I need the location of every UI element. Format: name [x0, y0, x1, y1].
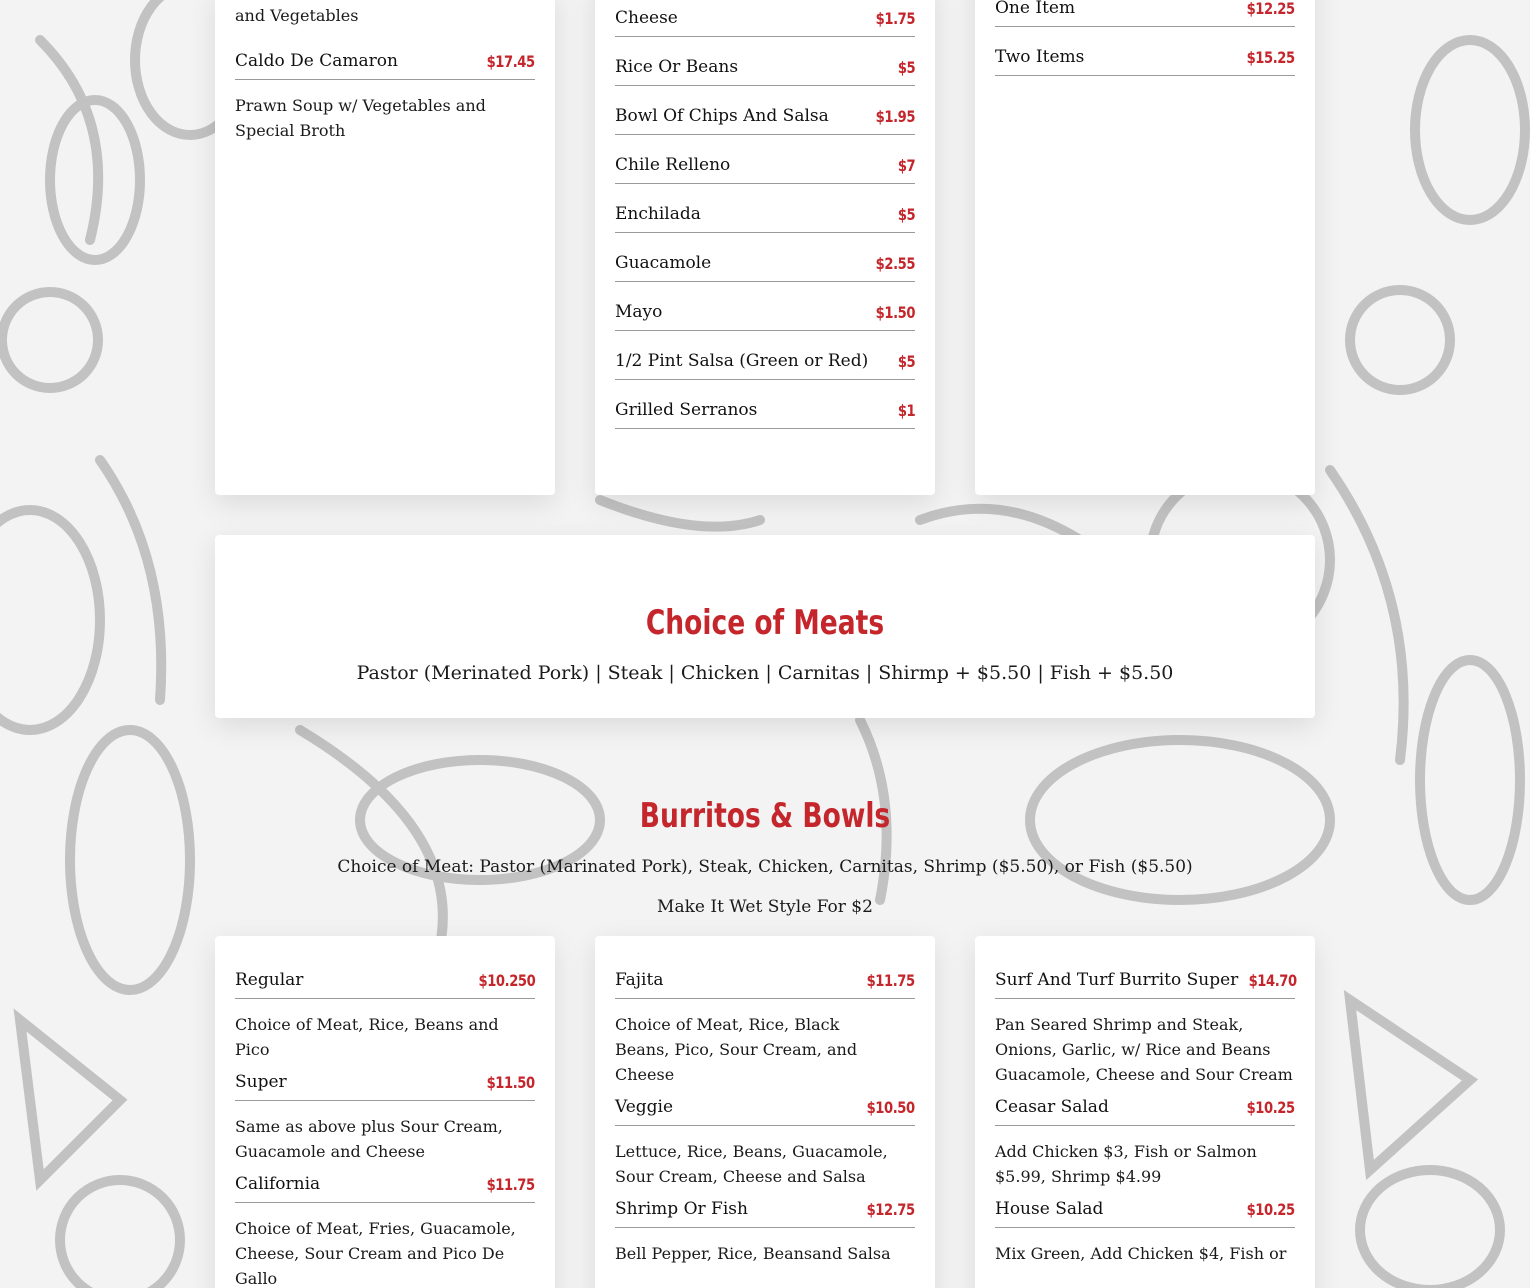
item-name: 1/2 Pint Salsa (Green or Red): [615, 351, 869, 371]
menu-item-row: [615, 86, 915, 135]
menu-card-soups: [215, 0, 555, 495]
item-description: Bell Pepper, Rice, Beansand Salsa: [615, 1244, 891, 1263]
item-price: $10.250: [478, 971, 535, 990]
item-price: $10.50: [866, 1098, 915, 1117]
choice-of-meats-card: [215, 535, 1315, 718]
item-description: Lettuce, Rice, Beans, Guacamole, Sour Cream, Cheese and Salsa: [615, 1142, 888, 1186]
menu-card-combos: [975, 0, 1315, 495]
menu-item-row: [235, 28, 535, 80]
item-name: Shrimp Or Fish: [615, 1199, 748, 1219]
item-name: Rice Or Beans: [615, 57, 739, 77]
item-name: Caldo De Camaron: [235, 51, 398, 71]
menu-item-row: [995, 1087, 1295, 1126]
item-name: California: [235, 1174, 321, 1194]
menu-item-row: [615, 37, 915, 86]
item-price: $2.55: [875, 254, 915, 273]
item-price: $5: [897, 58, 915, 77]
burritos-section-title: Burritos & Bowls: [639, 796, 891, 836]
burritos-note: Make It Wet Style For $2: [657, 897, 873, 917]
item-price: $11.75: [486, 1175, 535, 1194]
item-description: Choice of Meat, Fries, Guacamole, Cheese, Sour Cream and Pico De Gallo: [235, 1219, 516, 1288]
item-name: Grilled Serranos: [615, 400, 758, 420]
item-name: Bowl Of Chips And Salsa: [615, 106, 829, 126]
item-price: $10.25: [1246, 1200, 1295, 1219]
item-price: $12.75: [866, 1200, 915, 1219]
item-price: $7: [897, 156, 915, 175]
menu-card-burritos-1: [215, 936, 555, 1288]
menu-item-row: [615, 282, 915, 331]
item-description: Add Chicken $3, Fish or Salmon $5.99, Shrimp $4.99: [995, 1142, 1257, 1186]
meats-list: Pastor (Merinated Pork) | Steak | Chicken | Carnitas | Shirmp + $5.50 | Fish + $5.50: [356, 662, 1174, 684]
burritos-subtitle: Choice of Meat: Pastor (Marinated Pork), Steak, Chicken, Carnitas, Shrimp ($5.50), or Fish ($5.50): [337, 857, 1193, 877]
menu-item-row: [615, 0, 915, 37]
menu-item-row: [235, 1062, 535, 1101]
sides-list: [615, 0, 915, 429]
item-name: Chile Relleno: [615, 155, 731, 175]
item-price: $5: [897, 352, 915, 371]
item-description: Same as above plus Sour Cream, Guacamole and Cheese: [235, 1117, 503, 1161]
item-name: One Item: [995, 0, 1076, 18]
item-name: Fajita: [615, 970, 664, 990]
menu-item-row: [615, 135, 915, 184]
menu-item-row: [615, 331, 915, 380]
menu-item-row: [995, 936, 1298, 999]
item-name: Veggie: [615, 1097, 674, 1117]
item-description: Prawn Soup w/ Vegetables and Special Broth: [235, 96, 486, 140]
item-description: Choice of Meat, Rice, Beans and Pico: [235, 1015, 499, 1059]
item-price: $11.75: [866, 971, 915, 990]
menu-item-row: [615, 936, 915, 999]
menu-item-row: [615, 184, 915, 233]
item-name: Mayo: [615, 302, 663, 322]
item-name: Two Items: [995, 47, 1085, 67]
item-description: Mix Green, Add Chicken $4, Fish or: [995, 1244, 1287, 1263]
menu-item-row: [615, 233, 915, 282]
item-name: Regular: [235, 970, 304, 990]
item-price: $1.50: [875, 303, 915, 322]
item-price: $1.75: [875, 9, 915, 28]
menu-item-row: [995, 27, 1295, 76]
menu-card-burritos-3: [975, 936, 1315, 1288]
menu-item-row: [615, 1087, 915, 1126]
menu-item-row: [235, 1164, 535, 1203]
item-price: $1.95: [875, 107, 915, 126]
item-name: Cheese: [615, 8, 678, 28]
item-price: $17.45: [486, 52, 535, 71]
menu-card-sides: [595, 0, 935, 495]
item-price: $14.70: [1248, 971, 1298, 990]
item-price: $15.25: [1246, 48, 1295, 67]
meats-title: Choice of Meats: [645, 603, 885, 643]
item-description: Pan Seared Shrimp and Steak, Onions, Garlic, w/ Rice and Beans Guacamole, Cheese and Sour Cream: [995, 1015, 1293, 1084]
item-name: Super: [235, 1072, 287, 1092]
menu-item-row: [235, 936, 535, 999]
item-name: Ceasar Salad: [995, 1097, 1109, 1117]
menu-item-row: [615, 1189, 915, 1228]
item-name: Enchilada: [615, 204, 701, 224]
item-price: $5: [897, 205, 915, 224]
item-price: $11.50: [486, 1073, 535, 1092]
item-name: Surf And Turf Burrito Super: [995, 970, 1239, 990]
item-price: $1: [897, 401, 915, 420]
item-name: Guacamole: [615, 253, 712, 273]
menu-item-row: [615, 380, 915, 429]
item-price: $12.25: [1246, 0, 1295, 18]
menu-item-row: [995, 0, 1295, 27]
menu-card-burritos-2: [595, 936, 935, 1288]
menu-item-row: [995, 1189, 1295, 1228]
item-description: Choice of Meat, Rice, Black Beans, Pico, Sour Cream, and Cheese: [615, 1015, 858, 1084]
item-name: House Salad: [995, 1199, 1104, 1219]
item-description: and Vegetables: [235, 6, 359, 25]
item-price: $10.25: [1246, 1098, 1295, 1117]
